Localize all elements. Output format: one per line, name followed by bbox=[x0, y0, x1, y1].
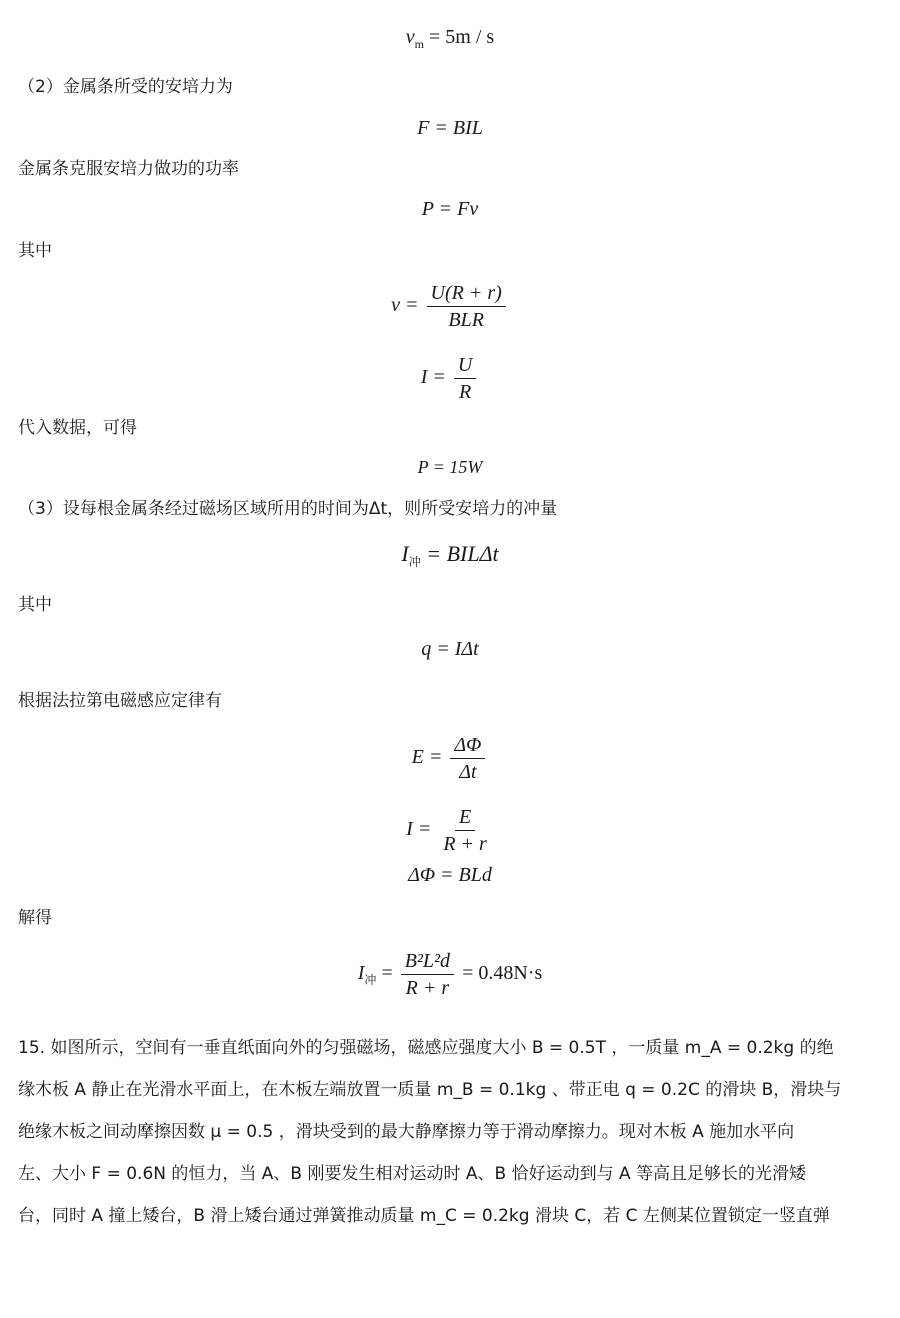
eq-final-denominator: R + r bbox=[405, 977, 450, 999]
eq-I2-lhs: I = bbox=[406, 818, 432, 841]
eq-I1-numerator: U bbox=[454, 354, 476, 379]
eq-E-numerator: ΔΦ bbox=[450, 734, 485, 759]
equation-vm bbox=[0, 26, 900, 52]
problem-15 bbox=[18, 1027, 860, 1237]
equation-dPhi bbox=[0, 864, 900, 887]
eq-I2-fraction bbox=[439, 806, 491, 855]
eq-Ichong-sub: 冲 bbox=[408, 555, 421, 569]
equation-final bbox=[0, 950, 900, 999]
line-power: 金属条克服安培力做功的功率 bbox=[18, 159, 239, 179]
problem-15-line-3: 绝缘木板之间动摩擦因数 μ = 0.5 ，滑块受到的最大静摩擦力等于滑动摩擦力。现对木板 A 施加水平向 bbox=[18, 1122, 795, 1142]
eq-I2-denominator: R + r bbox=[443, 833, 487, 855]
eq-final-rhs: = 0.48N·s bbox=[457, 962, 543, 985]
eq-v-lhs: v = bbox=[391, 294, 419, 317]
equation-v bbox=[0, 282, 900, 331]
eq-I1-fraction bbox=[454, 354, 476, 403]
eq-I1-lhs: I = bbox=[420, 366, 446, 389]
equation-P15 bbox=[0, 457, 900, 478]
eq-vm-sub: m bbox=[414, 37, 425, 51]
eq-dPhi-text: ΔΦ = BLd bbox=[408, 864, 492, 886]
equation-P bbox=[0, 198, 900, 221]
problem-15-line-5: 台，同时 A 撞上矮台，B 滑上矮台通过弹簧推动质量 m_C = 0.2kg 滑块 C，若 C 左侧某位置锁定一竖直弹 bbox=[18, 1206, 830, 1226]
line-faraday: 根据法拉第电磁感应定律有 bbox=[18, 691, 222, 711]
eq-final-fraction bbox=[401, 950, 454, 999]
eq-q-text: q = IΔt bbox=[421, 638, 479, 660]
line-qizhong-2: 其中 bbox=[18, 595, 52, 615]
eq-E-lhs: E = bbox=[411, 746, 443, 769]
eq-final-sub: 冲 bbox=[364, 973, 377, 988]
eq-v-fraction bbox=[427, 282, 506, 331]
eq-I1-denominator: R bbox=[458, 381, 472, 403]
equation-q bbox=[0, 638, 900, 661]
eq-vm-rhs: = 5m / s bbox=[424, 26, 495, 48]
eq-F-text: F = BIL bbox=[417, 117, 483, 139]
eq-v-numerator: U(R + r) bbox=[427, 282, 506, 307]
problem-15-line-4: 左、大小 F = 0.6N 的恒力，当 A、B 刚要发生相对运动时 A、B 恰好运动到与 A 等高且足够长的光滑矮 bbox=[18, 1164, 807, 1184]
equation-F bbox=[0, 117, 900, 140]
line-qizhong-1: 其中 bbox=[18, 241, 52, 261]
equation-I1 bbox=[0, 354, 900, 403]
problem-15-line-1: 15. 如图所示，空间有一垂直纸面向外的匀强磁场，磁感应强度大小 B = 0.5T ，一质量 m_A = 0.2kg 的绝 bbox=[18, 1038, 834, 1058]
eq-Ichong-lhs: I bbox=[401, 541, 409, 566]
eq-E-denominator: Δt bbox=[459, 761, 477, 783]
part2-intro: （2）金属条所受的安培力为 bbox=[18, 77, 233, 97]
eq-final-numerator: B²L²d bbox=[401, 950, 454, 975]
equation-Ichong bbox=[0, 541, 900, 570]
eq-I2-numerator: E bbox=[455, 806, 475, 831]
eq-Ichong-rhs: = BILΔt bbox=[420, 541, 499, 566]
eq-final-lhs: I bbox=[357, 962, 365, 985]
equation-E bbox=[0, 734, 900, 783]
problem-15-line-2: 缘木板 A 静止在光滑水平面上，在木板左端放置一质量 m_B = 0.1kg 、带正电 q = 0.2C 的滑块 B，滑块与 bbox=[18, 1080, 842, 1100]
line-jiede: 解得 bbox=[18, 908, 52, 928]
eq-P15-text: P = 15W bbox=[417, 457, 483, 477]
equation-I2 bbox=[0, 806, 900, 855]
part3-intro: （3）设每根金属条经过磁场区域所用的时间为Δt，则所受安培力的冲量 bbox=[18, 499, 558, 519]
eq-final-eq: = bbox=[376, 962, 398, 985]
eq-vm-lhs: v bbox=[405, 26, 415, 48]
line-dairu: 代入数据，可得 bbox=[18, 418, 137, 438]
eq-P-text: P = Fv bbox=[421, 198, 479, 220]
eq-v-denominator: BLR bbox=[448, 309, 484, 331]
eq-E-fraction bbox=[450, 734, 485, 783]
